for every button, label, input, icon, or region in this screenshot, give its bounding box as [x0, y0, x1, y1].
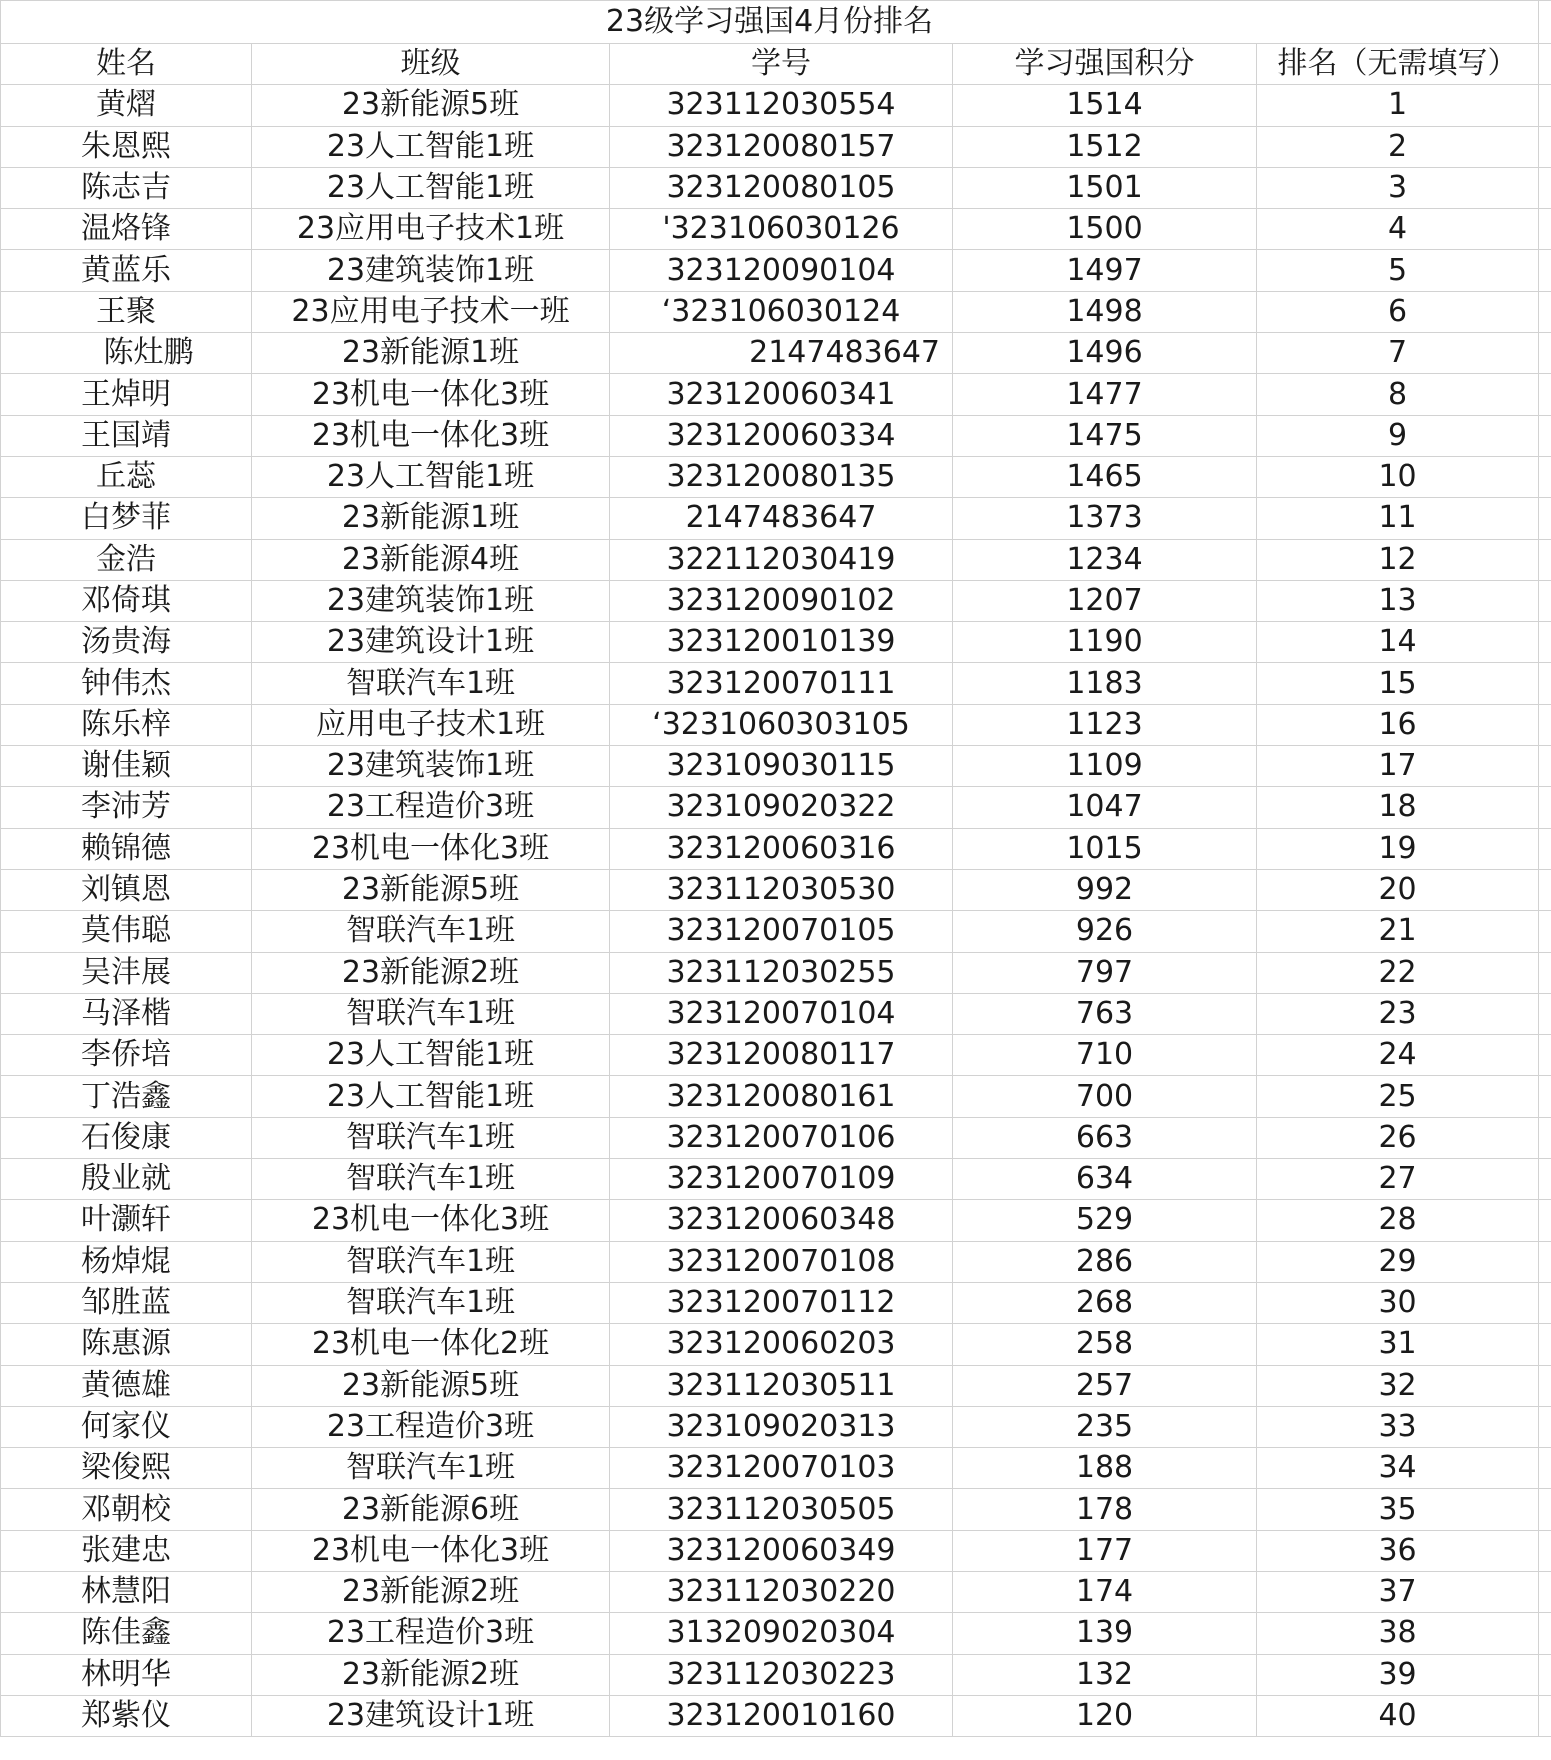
- empty-cell[interactable]: [1539, 828, 1551, 869]
- table-row: [1, 1159, 1551, 1200]
- cell-rank[interactable]: 25: [1257, 1076, 1539, 1117]
- empty-cell[interactable]: [1539, 993, 1551, 1034]
- cell-name[interactable]: 林明华: [1, 1654, 252, 1695]
- cell-class[interactable]: 23人工智能1班: [252, 1076, 610, 1117]
- cell-class[interactable]: 智联汽车1班: [252, 663, 610, 704]
- cell-points[interactable]: 1373: [953, 498, 1257, 539]
- cell-points[interactable]: 529: [953, 1200, 1257, 1241]
- table-row: [1, 663, 1551, 704]
- cell-name[interactable]: 殷业就: [1, 1159, 252, 1200]
- cell-student-id[interactable]: 323120070103: [610, 1448, 953, 1489]
- cell-rank[interactable]: 33: [1257, 1406, 1539, 1447]
- table-row: [1, 1530, 1551, 1571]
- table-row: [1, 869, 1551, 910]
- empty-cell[interactable]: [1539, 746, 1551, 787]
- empty-cell[interactable]: [1539, 126, 1551, 167]
- cell-name[interactable]: 陈佳鑫: [1, 1613, 252, 1654]
- cell-points[interactable]: 1497: [953, 250, 1257, 291]
- cell-rank[interactable]: 10: [1257, 456, 1539, 497]
- cell-student-id[interactable]: 323120060349: [610, 1530, 953, 1571]
- empty-cell[interactable]: [1539, 1035, 1551, 1076]
- cell-name[interactable]: 陈乐梓: [1, 704, 252, 745]
- cell-student-id[interactable]: 323120070105: [610, 911, 953, 952]
- cell-rank[interactable]: 1: [1257, 85, 1539, 126]
- cell-name[interactable]: 丘蕊: [1, 456, 252, 497]
- table-row: [1, 622, 1551, 663]
- cell-points[interactable]: 1496: [953, 333, 1257, 374]
- cell-points[interactable]: 1500: [953, 209, 1257, 250]
- cell-points[interactable]: 1475: [953, 415, 1257, 456]
- cell-class[interactable]: 23工程造价3班: [252, 1613, 610, 1654]
- cell-points[interactable]: 1465: [953, 456, 1257, 497]
- cell-student-id[interactable]: 323112030505: [610, 1489, 953, 1530]
- empty-cell[interactable]: [1539, 1076, 1551, 1117]
- cell-name[interactable]: 杨焯焜: [1, 1241, 252, 1282]
- cell-student-id[interactable]: 2147483647: [610, 498, 953, 539]
- cell-student-id[interactable]: 323120070109: [610, 1159, 953, 1200]
- table-row: [1, 167, 1551, 208]
- cell-points[interactable]: 1190: [953, 622, 1257, 663]
- cell-student-id[interactable]: 313209020304: [610, 1613, 953, 1654]
- table-row: [1, 291, 1551, 332]
- cell-student-id[interactable]: 323109030115: [610, 746, 953, 787]
- header-class[interactable]: 班级: [252, 44, 610, 85]
- cell-class[interactable]: 23机电一体化3班: [252, 374, 610, 415]
- empty-cell[interactable]: [1539, 44, 1551, 85]
- cell-student-id[interactable]: 323120060334: [610, 415, 953, 456]
- cell-student-id[interactable]: 323120090104: [610, 250, 953, 291]
- empty-cell[interactable]: [1539, 374, 1551, 415]
- header-row: [1, 44, 1551, 85]
- cell-rank[interactable]: 11: [1257, 498, 1539, 539]
- cell-points[interactable]: 257: [953, 1365, 1257, 1406]
- cell-student-id[interactable]: 323120060341: [610, 374, 953, 415]
- table-row: [1, 1571, 1551, 1612]
- cell-rank[interactable]: 14: [1257, 622, 1539, 663]
- cell-student-id[interactable]: 323120070112: [610, 1282, 953, 1323]
- cell-name[interactable]: 邓倚琪: [1, 580, 252, 621]
- table-row: [1, 993, 1551, 1034]
- cell-points[interactable]: 1183: [953, 663, 1257, 704]
- cell-rank[interactable]: 20: [1257, 869, 1539, 910]
- cell-class[interactable]: 23工程造价3班: [252, 787, 610, 828]
- cell-rank[interactable]: 32: [1257, 1365, 1539, 1406]
- cell-class[interactable]: 23建筑装饰1班: [252, 746, 610, 787]
- cell-class[interactable]: 智联汽车1班: [252, 1282, 610, 1323]
- empty-cell[interactable]: [1539, 1365, 1551, 1406]
- cell-name[interactable]: 邓朝校: [1, 1489, 252, 1530]
- cell-student-id[interactable]: 323112030255: [610, 952, 953, 993]
- cell-rank[interactable]: 38: [1257, 1613, 1539, 1654]
- cell-points[interactable]: 177: [953, 1530, 1257, 1571]
- cell-student-id[interactable]: 323120080135: [610, 456, 953, 497]
- cell-name[interactable]: 叶灏轩: [1, 1200, 252, 1241]
- cell-name[interactable]: 赖锦德: [1, 828, 252, 869]
- cell-rank[interactable]: 9: [1257, 415, 1539, 456]
- cell-name[interactable]: 吴沣展: [1, 952, 252, 993]
- cell-class[interactable]: 23建筑装饰1班: [252, 250, 610, 291]
- cell-name[interactable]: 莫伟聪: [1, 911, 252, 952]
- empty-cell[interactable]: [1539, 869, 1551, 910]
- cell-rank[interactable]: 15: [1257, 663, 1539, 704]
- cell-points[interactable]: 926: [953, 911, 1257, 952]
- table-row: [1, 1365, 1551, 1406]
- cell-name[interactable]: 丁浩鑫: [1, 1076, 252, 1117]
- cell-points[interactable]: 1109: [953, 746, 1257, 787]
- empty-cell[interactable]: [1539, 209, 1551, 250]
- cell-rank[interactable]: 29: [1257, 1241, 1539, 1282]
- cell-name[interactable]: 林慧阳: [1, 1571, 252, 1612]
- cell-student-id[interactable]: 323120080157: [610, 126, 953, 167]
- cell-student-id[interactable]: ‘3231060303105: [610, 704, 953, 745]
- cell-class[interactable]: 23新能源2班: [252, 1571, 610, 1612]
- cell-name[interactable]: 黄蓝乐: [1, 250, 252, 291]
- cell-name[interactable]: 黄熠: [1, 85, 252, 126]
- cell-points[interactable]: 139: [953, 1613, 1257, 1654]
- empty-cell[interactable]: [1539, 1200, 1551, 1241]
- cell-rank[interactable]: 12: [1257, 539, 1539, 580]
- cell-class[interactable]: 23人工智能1班: [252, 1035, 610, 1076]
- cell-points[interactable]: 120: [953, 1695, 1257, 1736]
- cell-class[interactable]: 23新能源5班: [252, 85, 610, 126]
- cell-name[interactable]: 马泽楷: [1, 993, 252, 1034]
- cell-student-id[interactable]: 323120060316: [610, 828, 953, 869]
- cell-class[interactable]: 23机电一体化3班: [252, 828, 610, 869]
- table-row: [1, 952, 1551, 993]
- cell-student-id[interactable]: 323109020322: [610, 787, 953, 828]
- empty-cell[interactable]: [1539, 1530, 1551, 1571]
- cell-rank[interactable]: 40: [1257, 1695, 1539, 1736]
- empty-cell[interactable]: [1539, 1241, 1551, 1282]
- cell-rank[interactable]: 37: [1257, 1571, 1539, 1612]
- table-row: [1, 456, 1551, 497]
- cell-points[interactable]: 1234: [953, 539, 1257, 580]
- cell-name[interactable]: 梁俊熙: [1, 1448, 252, 1489]
- table-row: [1, 1117, 1551, 1158]
- cell-class[interactable]: 23机电一体化2班: [252, 1324, 610, 1365]
- table-row: [1, 333, 1551, 374]
- empty-cell[interactable]: [1539, 539, 1551, 580]
- empty-cell[interactable]: [1539, 911, 1551, 952]
- cell-class[interactable]: 23人工智能1班: [252, 126, 610, 167]
- cell-student-id[interactable]: 323120090102: [610, 580, 953, 621]
- empty-cell[interactable]: [1539, 663, 1551, 704]
- cell-rank[interactable]: 27: [1257, 1159, 1539, 1200]
- cell-class[interactable]: 23应用电子技术1班: [252, 209, 610, 250]
- cell-rank[interactable]: 13: [1257, 580, 1539, 621]
- cell-points[interactable]: 1514: [953, 85, 1257, 126]
- cell-student-id[interactable]: 323120060348: [610, 1200, 953, 1241]
- table-row: [1, 1654, 1551, 1695]
- cell-points[interactable]: 1207: [953, 580, 1257, 621]
- table-row: [1, 580, 1551, 621]
- cell-rank[interactable]: 4: [1257, 209, 1539, 250]
- cell-rank[interactable]: 3: [1257, 167, 1539, 208]
- table-row: [1, 1695, 1551, 1736]
- empty-cell[interactable]: [1539, 1489, 1551, 1530]
- cell-class[interactable]: 23新能源2班: [252, 952, 610, 993]
- cell-name[interactable]: 刘镇恩: [1, 869, 252, 910]
- empty-cell[interactable]: [1539, 333, 1551, 374]
- cell-name[interactable]: 黄德雄: [1, 1365, 252, 1406]
- cell-name[interactable]: 邹胜蓝: [1, 1282, 252, 1323]
- empty-cell[interactable]: [1539, 291, 1551, 332]
- cell-student-id[interactable]: 323120080105: [610, 167, 953, 208]
- cell-class[interactable]: 智联汽车1班: [252, 911, 610, 952]
- cell-class[interactable]: 23建筑设计1班: [252, 622, 610, 663]
- empty-cell[interactable]: [1539, 1159, 1551, 1200]
- cell-class[interactable]: 23人工智能1班: [252, 167, 610, 208]
- cell-student-id[interactable]: 322112030419: [610, 539, 953, 580]
- cell-points[interactable]: 286: [953, 1241, 1257, 1282]
- cell-rank[interactable]: 8: [1257, 374, 1539, 415]
- cell-student-id[interactable]: '323106030126: [610, 209, 953, 250]
- table-row: [1, 1282, 1551, 1323]
- cell-student-id[interactable]: 323112030223: [610, 1654, 953, 1695]
- cell-class[interactable]: 23新能源4班: [252, 539, 610, 580]
- cell-rank[interactable]: 18: [1257, 787, 1539, 828]
- cell-student-id[interactable]: 323112030554: [610, 85, 953, 126]
- cell-name[interactable]: 李侨培: [1, 1035, 252, 1076]
- cell-student-id[interactable]: 323109020313: [610, 1406, 953, 1447]
- cell-points[interactable]: 1123: [953, 704, 1257, 745]
- cell-points[interactable]: 1512: [953, 126, 1257, 167]
- cell-points[interactable]: 710: [953, 1035, 1257, 1076]
- table-row: [1, 704, 1551, 745]
- cell-rank[interactable]: 36: [1257, 1530, 1539, 1571]
- cell-points[interactable]: 1047: [953, 787, 1257, 828]
- cell-points[interactable]: 992: [953, 869, 1257, 910]
- empty-cell[interactable]: [1539, 1571, 1551, 1612]
- cell-points[interactable]: 1015: [953, 828, 1257, 869]
- table-row: [1, 828, 1551, 869]
- empty-cell[interactable]: [1539, 498, 1551, 539]
- table-row: [1, 1241, 1551, 1282]
- cell-rank[interactable]: 17: [1257, 746, 1539, 787]
- cell-name[interactable]: 汤贵海: [1, 622, 252, 663]
- cell-class[interactable]: 应用电子技术1班: [252, 704, 610, 745]
- cell-name[interactable]: 郑紫仪: [1, 1695, 252, 1736]
- cell-points[interactable]: 188: [953, 1448, 1257, 1489]
- cell-class[interactable]: 23新能源1班: [252, 498, 610, 539]
- empty-cell[interactable]: [1539, 580, 1551, 621]
- cell-name[interactable]: 白梦菲: [1, 498, 252, 539]
- cell-name[interactable]: 张建忠: [1, 1530, 252, 1571]
- table-row: [1, 911, 1551, 952]
- cell-student-id[interactable]: 323120070104: [610, 993, 953, 1034]
- cell-student-id[interactable]: 323120060203: [610, 1324, 953, 1365]
- cell-name[interactable]: 李沛芳: [1, 787, 252, 828]
- empty-cell[interactable]: [1539, 704, 1551, 745]
- table-row: [1, 746, 1551, 787]
- empty-cell[interactable]: [1539, 85, 1551, 126]
- cell-student-id[interactable]: 323120010160: [610, 1695, 953, 1736]
- cell-rank[interactable]: 22: [1257, 952, 1539, 993]
- table-row: [1, 539, 1551, 580]
- cell-name[interactable]: 王焯明: [1, 374, 252, 415]
- cell-points[interactable]: 797: [953, 952, 1257, 993]
- header-points[interactable]: 学习强国积分: [953, 44, 1257, 85]
- cell-rank[interactable]: 6: [1257, 291, 1539, 332]
- cell-class[interactable]: 23工程造价3班: [252, 1406, 610, 1447]
- empty-cell[interactable]: [1539, 622, 1551, 663]
- table-row: [1, 1613, 1551, 1654]
- cell-class[interactable]: 23机电一体化3班: [252, 1530, 610, 1571]
- cell-student-id[interactable]: 323120010139: [610, 622, 953, 663]
- table-row: [1, 209, 1551, 250]
- cell-name[interactable]: 陈灶鹏: [1, 333, 252, 374]
- cell-class[interactable]: 23新能源6班: [252, 1489, 610, 1530]
- table-row: [1, 1200, 1551, 1241]
- empty-cell[interactable]: [1539, 1117, 1551, 1158]
- cell-rank[interactable]: 35: [1257, 1489, 1539, 1530]
- cell-name[interactable]: 谢佳颖: [1, 746, 252, 787]
- cell-class[interactable]: 23应用电子技术一班: [252, 291, 610, 332]
- cell-class[interactable]: 23建筑设计1班: [252, 1695, 610, 1736]
- table-row: [1, 250, 1551, 291]
- title-row: [1, 1, 1551, 44]
- cell-class[interactable]: 智联汽车1班: [252, 993, 610, 1034]
- table-row: [1, 787, 1551, 828]
- cell-rank[interactable]: 5: [1257, 250, 1539, 291]
- cell-rank[interactable]: 24: [1257, 1035, 1539, 1076]
- cell-rank[interactable]: 30: [1257, 1282, 1539, 1323]
- cell-class[interactable]: 智联汽车1班: [252, 1241, 610, 1282]
- cell-name[interactable]: 金浩: [1, 539, 252, 580]
- empty-cell[interactable]: [1539, 1324, 1551, 1365]
- cell-class[interactable]: 23新能源2班: [252, 1654, 610, 1695]
- cell-points[interactable]: 235: [953, 1406, 1257, 1447]
- cell-rank[interactable]: 31: [1257, 1324, 1539, 1365]
- empty-cell[interactable]: [1539, 415, 1551, 456]
- header-rank[interactable]: 排名（无需填写）: [1257, 44, 1539, 85]
- empty-cell[interactable]: [1539, 1654, 1551, 1695]
- cell-points[interactable]: 763: [953, 993, 1257, 1034]
- cell-rank[interactable]: 28: [1257, 1200, 1539, 1241]
- cell-student-id[interactable]: 323120070106: [610, 1117, 953, 1158]
- cell-name[interactable]: 王国靖: [1, 415, 252, 456]
- cell-points[interactable]: 700: [953, 1076, 1257, 1117]
- empty-cell[interactable]: [1539, 952, 1551, 993]
- cell-points[interactable]: 634: [953, 1159, 1257, 1200]
- empty-cell[interactable]: [1539, 1448, 1551, 1489]
- empty-cell[interactable]: [1539, 787, 1551, 828]
- cell-points[interactable]: 132: [953, 1654, 1257, 1695]
- table-row: [1, 85, 1551, 126]
- cell-student-id[interactable]: ‘323106030124: [610, 291, 953, 332]
- cell-rank[interactable]: 21: [1257, 911, 1539, 952]
- cell-name[interactable]: 石俊康: [1, 1117, 252, 1158]
- cell-class[interactable]: 23新能源1班: [252, 333, 610, 374]
- table-row: [1, 1076, 1551, 1117]
- cell-student-id[interactable]: 2147483647: [610, 333, 953, 374]
- cell-student-id[interactable]: 323112030511: [610, 1365, 953, 1406]
- header-student-id[interactable]: 学号: [610, 44, 953, 85]
- cell-points[interactable]: 178: [953, 1489, 1257, 1530]
- cell-rank[interactable]: 23: [1257, 993, 1539, 1034]
- table-row: [1, 1324, 1551, 1365]
- table-row: [1, 1448, 1551, 1489]
- cell-name[interactable]: 钟伟杰: [1, 663, 252, 704]
- table-row: [1, 498, 1551, 539]
- cell-class[interactable]: 23机电一体化3班: [252, 1200, 610, 1241]
- cell-class[interactable]: 智联汽车1班: [252, 1117, 610, 1158]
- table-row: [1, 415, 1551, 456]
- cell-rank[interactable]: 26: [1257, 1117, 1539, 1158]
- table-row: [1, 126, 1551, 167]
- cell-student-id[interactable]: 323120080117: [610, 1035, 953, 1076]
- cell-class[interactable]: 23新能源5班: [252, 869, 610, 910]
- cell-student-id[interactable]: 323120070108: [610, 1241, 953, 1282]
- cell-points[interactable]: 174: [953, 1571, 1257, 1612]
- cell-name[interactable]: 陈惠源: [1, 1324, 252, 1365]
- empty-cell[interactable]: [1539, 1613, 1551, 1654]
- empty-cell[interactable]: [1539, 250, 1551, 291]
- cell-points[interactable]: 1477: [953, 374, 1257, 415]
- cell-student-id[interactable]: 323120080161: [610, 1076, 953, 1117]
- empty-cell[interactable]: [1539, 1695, 1551, 1736]
- cell-class[interactable]: 智联汽车1班: [252, 1448, 610, 1489]
- empty-cell[interactable]: [1539, 167, 1551, 208]
- cell-points[interactable]: 1501: [953, 167, 1257, 208]
- cell-name[interactable]: 陈志吉: [1, 167, 252, 208]
- table-row: [1, 1035, 1551, 1076]
- cell-class[interactable]: 23建筑装饰1班: [252, 580, 610, 621]
- empty-cell[interactable]: [1539, 1282, 1551, 1323]
- cell-name[interactable]: 朱恩熙: [1, 126, 252, 167]
- cell-points[interactable]: 663: [953, 1117, 1257, 1158]
- empty-cell[interactable]: [1539, 456, 1551, 497]
- empty-cell[interactable]: [1539, 1406, 1551, 1447]
- table-row: [1, 374, 1551, 415]
- cell-points[interactable]: 268: [953, 1282, 1257, 1323]
- table-row: [1, 1489, 1551, 1530]
- table-row: [1, 1406, 1551, 1447]
- cell-name[interactable]: 温烙锋: [1, 209, 252, 250]
- cell-class[interactable]: 23人工智能1班: [252, 456, 610, 497]
- cell-student-id[interactable]: 323112030530: [610, 869, 953, 910]
- cell-class[interactable]: 智联汽车1班: [252, 1159, 610, 1200]
- cell-name[interactable]: 王聚: [1, 291, 252, 332]
- cell-rank[interactable]: 39: [1257, 1654, 1539, 1695]
- cell-student-id[interactable]: 323112030220: [610, 1571, 953, 1612]
- empty-cell[interactable]: [1539, 1, 1551, 44]
- cell-rank[interactable]: 34: [1257, 1448, 1539, 1489]
- cell-class[interactable]: 23机电一体化3班: [252, 415, 610, 456]
- cell-name[interactable]: 何家仪: [1, 1406, 252, 1447]
- cell-points[interactable]: 258: [953, 1324, 1257, 1365]
- cell-student-id[interactable]: 323120070111: [610, 663, 953, 704]
- cell-rank[interactable]: 19: [1257, 828, 1539, 869]
- sheet-title[interactable]: 23级学习强国4月份排名: [1, 1, 1539, 44]
- cell-rank[interactable]: 16: [1257, 704, 1539, 745]
- cell-class[interactable]: 23新能源5班: [252, 1365, 610, 1406]
- cell-rank[interactable]: 7: [1257, 333, 1539, 374]
- cell-rank[interactable]: 2: [1257, 126, 1539, 167]
- header-name[interactable]: 姓名: [1, 44, 252, 85]
- cell-points[interactable]: 1498: [953, 291, 1257, 332]
